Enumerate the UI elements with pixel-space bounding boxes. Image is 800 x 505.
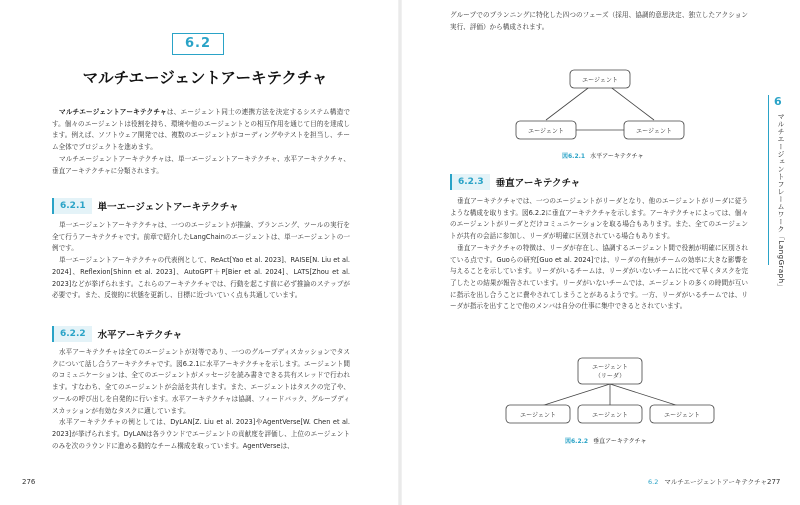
subsection-title: 垂直アーキテクチャ	[495, 177, 581, 189]
sub2-paragraph-1: 水平アーキテクチャは全てのエージェントが対等であり、一つのグループディスカッションでタスクについて話し合うアーキテクチャです。図6.2.1に水平アーキテクチャを示します。エージェント間のコミュニケーションは、全てのエージェントがメッセージを読み書きできる共有スレッドで行われます。すなわち、全てのエージェントが会話を共有します。また、エージェントはタスクの完了や、ツールの呼び出しを自発的に行います。水平アーキテクチャは協調、フィードバック、グループディスカッションが有効なタスクに適しています。	[52, 348, 350, 415]
subsection-number: 6.2.1	[52, 198, 92, 214]
figure-caption-6-2-2	[565, 436, 647, 445]
right-top-paragraph: グループでのプランニングに特化した四つのフェーズ（採用、協調的意思決定、独立したアクション実行、評価）から構成されます。	[450, 11, 748, 31]
sub1-text	[52, 220, 350, 302]
member-node-label: エージェント	[664, 412, 700, 419]
agent-node-label: エージェント	[582, 77, 618, 84]
subsection-title: 水平アーキテクチャ	[97, 329, 183, 341]
member-node-label: エージェント	[592, 412, 628, 419]
subsection-heading-6-2-3	[450, 173, 580, 190]
edge	[538, 384, 610, 407]
figure-vertical-architecture	[500, 352, 720, 432]
sub2-paragraph-2: 水平アーキテクチャの例としては、DyLAN[Z. Liu et al. 2023]やAgentVerse[W. Chen et al. 2023]が挙げられます。DyLANは各ラウンドでエージェントの貢献度を評価し、上位のエージェントのみを次のラウンドに進める動的なチーム構成を取っています。AgentVerseは、	[52, 418, 350, 450]
leader-role-label: （リーダ）	[594, 373, 626, 380]
figure-caption-6-2-1	[562, 151, 644, 160]
caption-number: 図6.2.2	[565, 438, 589, 445]
subsection-number: 6.2.2	[52, 326, 92, 342]
footer-section-number: 6.2	[648, 478, 659, 486]
sub1-paragraph-2: 単一エージェントアーキテクチャの代表例として、ReAct[Yao et al. 2023]、RAISE[N. Liu et al. 2024]、Reflexion[Shinn et al. 2023]、AutoGPT＋P[Bier et al. 2024]、LATS[Zhou et al. 2023]などが挙げられます。これらのアーキテクチャでは、行動を起こす前に必ず推論のステップが必要です。また、反復的に状態を更新し、目標に近づいていく点も共通しています。	[52, 256, 350, 300]
thumb-tab-chapter-number: 6	[774, 95, 782, 108]
intro-paragraph-1: マルチエージェントアーキテクチャは、エージェント同士の連携方法を決定するシステム構造です。個々のエージェントは役割を持ち、環境や他のエージェントとの相互作用を通じて目的を達成します。例えば、ソフトウェア開発では、複数のエージェントがコーディングやテストを担当し、チーム全体でプロジェクトを進めます。	[52, 108, 350, 152]
leader-node-label: エージェント	[592, 364, 628, 371]
caption-number: 図6.2.1	[562, 153, 586, 160]
subsection-heading-6-2-2	[52, 325, 182, 342]
member-node-label: エージェント	[520, 412, 556, 419]
running-footer	[648, 477, 767, 486]
thumb-tab-rule	[768, 95, 769, 265]
page-number-right: 277	[767, 478, 781, 486]
sub2-text	[52, 347, 350, 452]
intro-text	[52, 107, 350, 177]
subsection-number: 6.2.3	[450, 174, 490, 190]
leader-node	[578, 358, 642, 384]
figure-horizontal-architecture	[510, 62, 690, 148]
edge	[610, 384, 682, 407]
intro-paragraph-2: マルチエージェントアーキテクチャは、単一エージェントアーキテクチャ、水平アーキテクチャ、垂直アーキテクチャに分類されます。	[52, 154, 350, 175]
chapter-title: マルチエージェントアーキテクチャ	[82, 69, 328, 87]
sub1-paragraph-1: 単一エージェントアーキテクチャは、一つのエージェントが推論、プランニング、ツールの実行を全て行うアーキテクチャです。前章で紹介したLangChainのエージェントは、単一エージェントの一例です。	[52, 221, 350, 253]
page-number-left: 276	[22, 478, 36, 486]
intro-bold-term: マルチエージェントアーキテクチャ	[59, 108, 167, 116]
subsection-title: 単一エージェントアーキテクチャ	[97, 201, 239, 213]
agent-node-label: エージェント	[528, 128, 564, 135]
right-page	[400, 0, 800, 505]
section-number-box: 6.2	[172, 33, 224, 55]
caption-text: 垂直アーキテクチャ	[593, 438, 647, 445]
footer-section-title: マルチエージェントアーキテクチャ	[664, 478, 767, 486]
sub3-paragraph-1: 垂直アーキテクチャでは、一つのエージェントがリーダとなり、他のエージェントがリーダに従うような構成を取ります。図6.2.2に垂直アーキテクチャを示します。アーキテクチャによっては、個々のエージェントがリーダとだけコミュニケーションを取る場合もあります。また、全てのエージェントが共有の会話に参加し、リーダが明確に区別されている場合もあります。	[450, 197, 748, 241]
caption-text: 水平アーキテクチャ	[590, 153, 644, 160]
subsection-heading-6-2-1	[52, 197, 239, 214]
agent-node-label: エージェント	[636, 128, 672, 135]
sub3-text	[450, 196, 748, 313]
right-top-text	[450, 10, 748, 33]
sub3-paragraph-2: 垂直アーキテクチャの特徴は、リーダが存在し、協調するエージェント間で役割が明確に区別されている点です。Guoらの研究[Guo et al. 2024]では、リーダの有無がチームの効率に大きな影響を与えることを示しています。リーダがいるチームは、リーダがいないチームに比べて早くタスクを完了したとの結果が報告されています。リーダがいないチームでは、エージェントの多くの時間が互いに指示を出し合うことに費やされてしまうことがあるようです。一方、リーダがいるチームでは、リーダが指示を出すことで他のメンバは自分の仕事に集中できるとされています。	[450, 243, 748, 311]
thumb-tab-chapter-title: マルチエージェントフレームワーク「LangGraph」	[777, 113, 785, 292]
